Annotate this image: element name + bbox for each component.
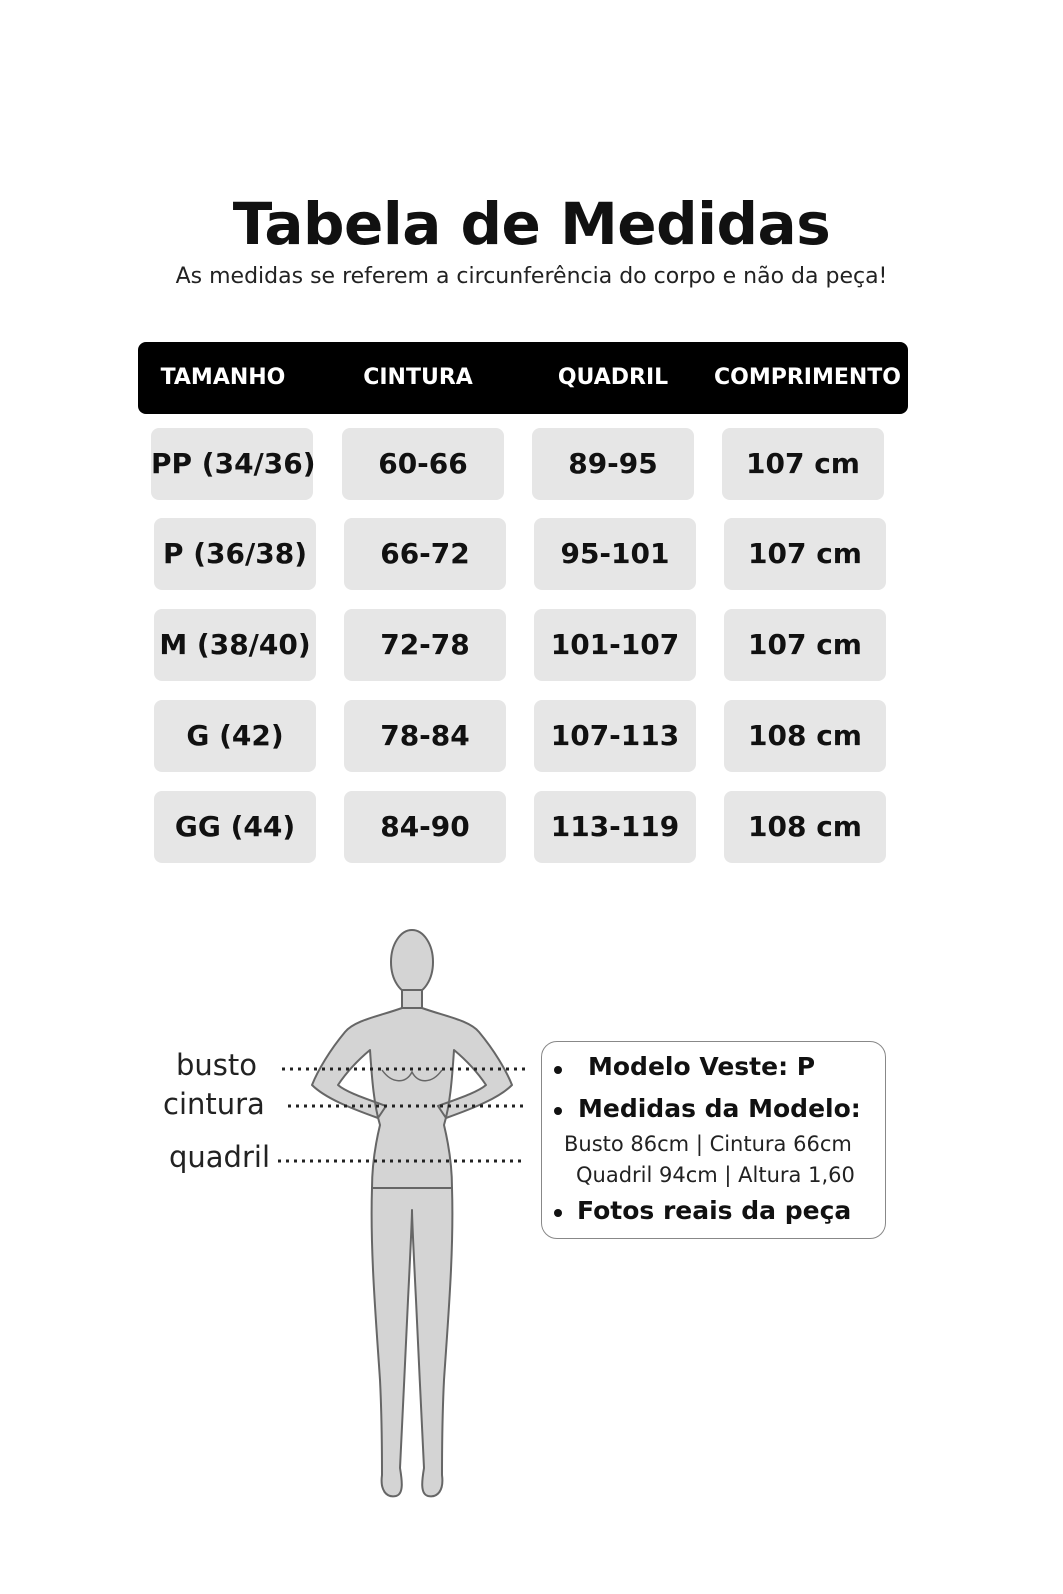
cell-comprimento: 108 cm — [724, 700, 886, 772]
model-wears: Modelo Veste: P — [588, 1052, 816, 1081]
header-cintura: CINTURA — [363, 365, 473, 390]
cell-comprimento: 107 cm — [724, 518, 886, 590]
label-cintura: cintura — [163, 1087, 265, 1121]
photos-note: Fotos reais da peça — [577, 1196, 852, 1225]
bullet-icon — [554, 1209, 562, 1217]
cell-comprimento: 107 cm — [724, 609, 886, 681]
cell-cintura: 60-66 — [342, 428, 504, 500]
cell-quadril: 101-107 — [534, 609, 696, 681]
cell-comprimento: 108 cm — [724, 791, 886, 863]
cell-tamanho: M (38/40) — [154, 609, 316, 681]
header-comprimento: COMPRIMENTO — [713, 365, 902, 390]
cell-cintura: 84-90 — [344, 791, 506, 863]
label-busto: busto — [176, 1048, 258, 1082]
cell-tamanho: P (36/38) — [154, 518, 316, 590]
body-figure-illustration — [150, 920, 550, 1520]
cell-quadril: 89-95 — [532, 428, 694, 500]
label-quadril: quadril — [169, 1140, 271, 1174]
page-subtitle: As medidas se referem a circunferência do corpo e não da peça! — [175, 264, 888, 289]
model-measures-line2: Quadril 94cm | Altura 1,60 — [576, 1163, 855, 1187]
bullet-icon — [554, 1066, 562, 1074]
model-info-box — [541, 1041, 886, 1239]
cell-quadril: 95-101 — [534, 518, 696, 590]
table-header — [138, 342, 908, 414]
header-tamanho: TAMANHO — [160, 365, 286, 390]
bullet-icon — [554, 1107, 562, 1115]
model-measures-line1: Busto 86cm | Cintura 66cm — [564, 1132, 852, 1156]
header-quadril: QUADRIL — [557, 365, 669, 390]
cell-quadril: 107-113 — [534, 700, 696, 772]
cell-cintura: 72-78 — [344, 609, 506, 681]
page-title: Tabela de Medidas — [232, 190, 831, 258]
cell-tamanho: PP (34/36) — [151, 428, 313, 500]
cell-tamanho: G (42) — [154, 700, 316, 772]
cell-cintura: 78-84 — [344, 700, 506, 772]
cell-cintura: 66-72 — [344, 518, 506, 590]
cell-quadril: 113-119 — [534, 791, 696, 863]
model-measures-title: Medidas da Modelo: — [578, 1094, 861, 1123]
cell-comprimento: 107 cm — [722, 428, 884, 500]
cell-tamanho: GG (44) — [154, 791, 316, 863]
